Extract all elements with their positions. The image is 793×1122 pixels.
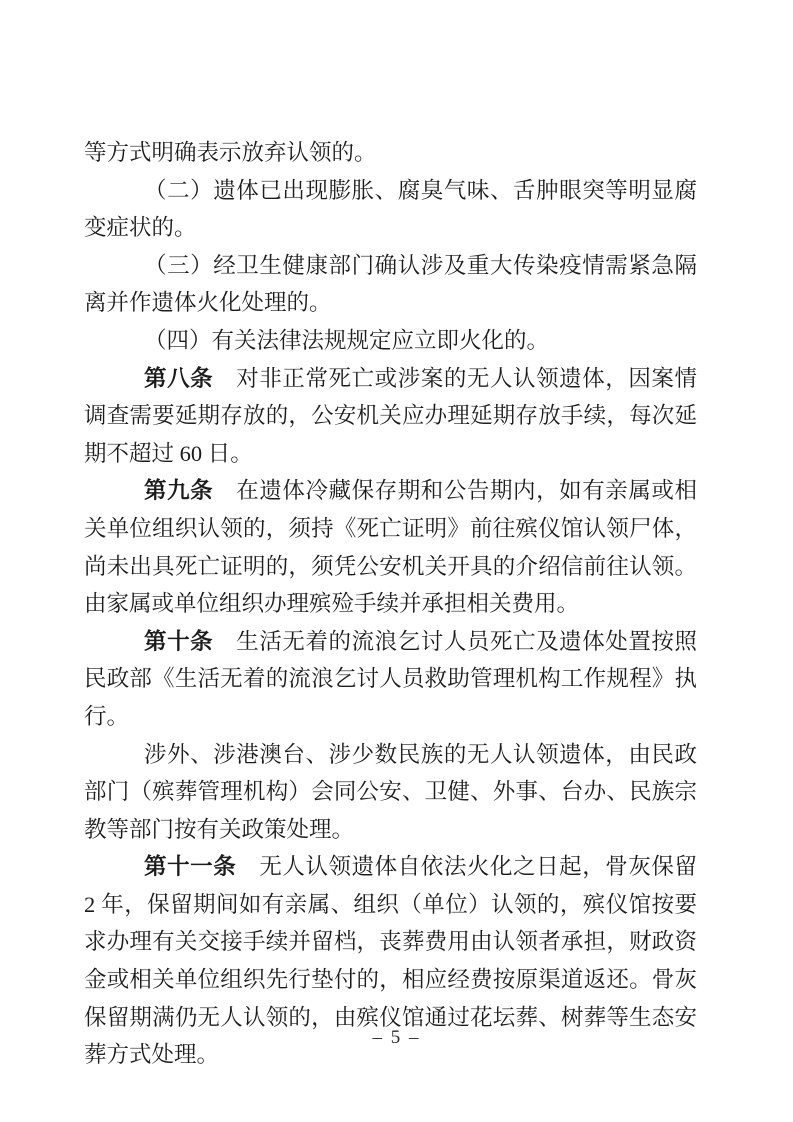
paragraph-text: （四）有关法律法规规定应立即火化的。	[144, 327, 550, 353]
paragraph	[84, 472, 697, 622]
article-number: 第十一条	[144, 854, 237, 880]
article-number: 第十条	[144, 628, 214, 654]
paragraph	[84, 623, 697, 736]
paragraph	[84, 247, 697, 322]
paragraph	[84, 134, 697, 172]
paragraph-text: 等方式明确表示放弃认领的。	[84, 140, 377, 165]
article-number: 第九条	[144, 478, 214, 504]
paragraph-text: 在遗体冷藏保存期和公告期内，如有亲属或相关单位组织认领的，须持《死亡证明》前往殡仪馆认领尸体，尚未出具死亡证明的，须凭公安机关开具的介绍信前往认领。由家属或单位组织办理殡殓手续并承担相关费用。	[84, 478, 697, 617]
paragraph-text: （二）遗体已出现膨胀、腐臭气味、舌肿眼突等明显腐变症状的。	[84, 177, 697, 241]
paragraph	[84, 736, 697, 849]
paragraph-text: 无人认领遗体自依法火化之日起，骨灰保留 2 年，保留期间如有亲属、组织（单位）认领的，殡仪馆按要求办理有关交接手续并留档，丧葬费用由认领者承担，财政资金或相关单位组织先行垫付的，相应经费按原渠道返还。骨灰保留期满仍无人认领的，由殡仪馆通过花坛葬、树葬等生态安葬方式处理。	[84, 854, 697, 1068]
paragraph-text: 对非正常死亡或涉案的无人认领遗体，因案情调查需要延期存放的，公安机关应办理延期存放手续，每次延期不超过 60 日。	[84, 365, 697, 466]
article-number: 第八条	[144, 365, 214, 391]
paragraph-text: 涉外、涉港澳台、涉少数民族的无人认领遗体，由民政部门（殡葬管理机构）会同公安、卫健、外事、台办、民族宗教等部门按有关政策处理。	[84, 741, 697, 842]
paragraph	[84, 172, 697, 247]
paragraph-text: （三）经卫生健康部门确认涉及重大传染疫情需紧急隔离并作遗体火化处理的。	[84, 252, 697, 316]
page-footer	[0, 1026, 793, 1050]
paragraph-text: 生活无着的流浪乞讨人员死亡及遗体处置按照民政部《生活无着的流浪乞讨人员救助管理机构工作规程》执行。	[84, 628, 697, 729]
paragraph	[84, 360, 697, 473]
page-number: – 5 –	[372, 1027, 421, 1048]
document-body	[84, 134, 697, 1074]
paragraph	[84, 322, 697, 360]
